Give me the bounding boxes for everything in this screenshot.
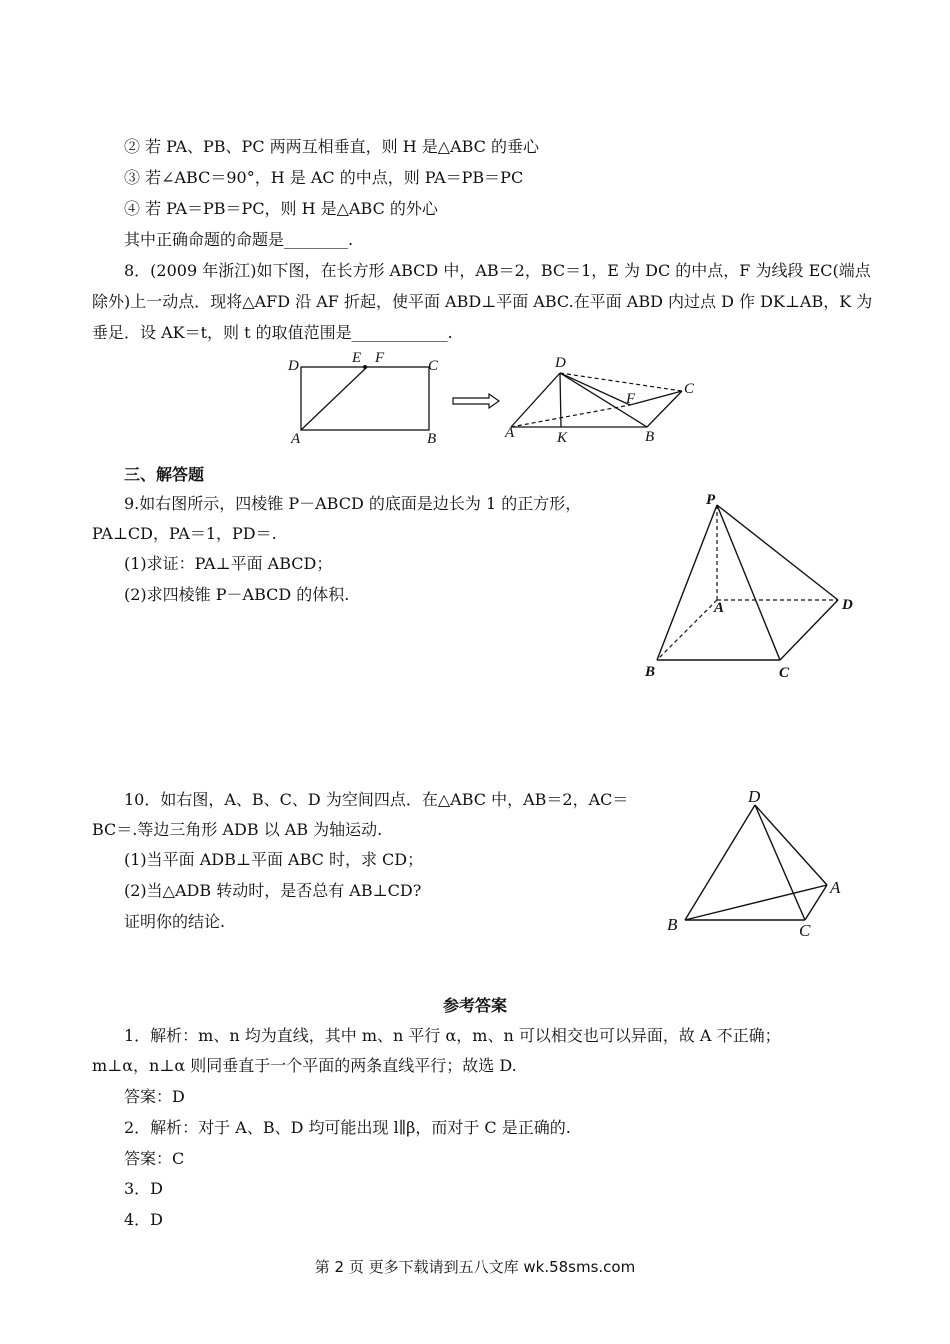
q8-label-C: C [428, 358, 439, 374]
arrow-right-icon [453, 394, 499, 408]
q9-edge-AB [657, 600, 717, 660]
q9-line-1: 9.如右图所示，四棱锥 P－ABCD 的底面是边长为 1 的正方形， [124, 494, 582, 513]
q7-prompt: 其中正确命题的命题是________. [124, 230, 354, 249]
q7-option-2: ② 若 PA、PB、PC 两两互相垂直，则 H 是△ABC 的垂心 [124, 137, 540, 156]
q8-edge-AF [511, 405, 630, 427]
q7-option-4: ④ 若 PA＝PB＝PC，则 H 是△ABC 的外心 [124, 199, 438, 218]
q8-segment-AF [301, 367, 367, 430]
q8-label-A: A [291, 431, 301, 447]
q8-label-D: D [288, 358, 299, 374]
q9-edge-PC [717, 505, 780, 660]
q10-line-2: BC＝.等边三角形 ADB 以 AB 为轴运动. [92, 820, 383, 839]
q10-part-1: (1)当平面 ADB⊥平面 ABC 时，求 CD； [124, 850, 424, 869]
section-3-title: 三、解答题 [124, 465, 205, 484]
q8-label-E: E [352, 350, 362, 366]
answers-title: 参考答案 [442, 996, 507, 1015]
q8-label-B: B [427, 431, 437, 447]
q10-figure [660, 783, 860, 943]
q9-figure [640, 488, 870, 688]
q8-point-E [363, 365, 367, 369]
answer-1-line-2: m⊥α，n⊥α 则同垂直于一个平面的两条直线平行；故选 D. [92, 1056, 517, 1075]
q8-line-3: 垂足．设 AK＝t，则 t 的取值范围是____________. [92, 323, 453, 342]
q8-fold-label-K: K [557, 430, 568, 446]
q9-label-B: B [645, 664, 656, 680]
q8-fold-label-C: C [684, 381, 695, 397]
q9-edge-PB [657, 505, 717, 660]
q10-line-1: 10．如右图，A、B、C、D 为空间四点．在△ABC 中，AB＝2，AC＝ [124, 790, 629, 809]
q9-label-P: P [706, 492, 716, 508]
q10-label-B: B [667, 915, 678, 934]
answer-3: 3．D [124, 1179, 164, 1198]
q8-rectangle [301, 367, 429, 430]
q8-line-2: 除外)上一动点．现将△AFD 沿 AF 折起，使平面 ABD⊥平面 ABC.在平面 ABD 内过点 D 作 DK⊥AB，K 为 [92, 292, 873, 311]
q8-edge-DK [560, 373, 561, 427]
q7-option-3: ③ 若∠ABC＝90°，H 是 AC 的中点，则 PA＝PB＝PC [124, 168, 524, 187]
q10-label-D: D [748, 787, 761, 806]
q10-edge-DA [755, 805, 827, 885]
answer-1-line-1: 1．解析：m、n 均为直线，其中 m、n 平行 α，m、n 可以相交也可以异面，故 A 不正确； [124, 1026, 781, 1045]
q10-part-2: (2)当△ADB 转动时，是否总有 AB⊥CD? [124, 881, 422, 900]
q9-label-A: A [714, 600, 725, 616]
q8-fold-label-F: F [626, 391, 636, 407]
page-footer: 第 2 页 更多下载请到五八文库 wk.58sms.com [314, 1258, 636, 1276]
answer-4: 4．D [124, 1210, 164, 1229]
answer-1-result: 答案：D [124, 1087, 185, 1106]
q8-edge-FC [630, 391, 682, 405]
q9-part-2: (2)求四棱锥 P－ABCD 的体积. [124, 585, 350, 604]
q9-label-C: C [779, 665, 790, 681]
q10-edge-BA [685, 885, 827, 920]
q8-line-1: 8．(2009 年浙江)如下图，在长方形 ABCD 中，AB＝2，BC＝1，E 为 DC 的中点，F 为线段 EC(端点 [124, 261, 871, 280]
q9-part-1: (1)求证：PA⊥平面 ABCD； [124, 554, 333, 573]
q10-label-A: A [830, 878, 841, 897]
q10-edge-DC [755, 805, 805, 920]
q9-edge-PD [717, 505, 838, 600]
q8-figure [285, 345, 705, 450]
q10-part-3: 证明你的结论. [124, 912, 226, 931]
q9-line-2: PA⊥CD，PA＝1，PD＝. [92, 524, 277, 543]
q8-fold-label-D: D [555, 355, 566, 371]
q8-label-F: F [375, 350, 385, 366]
q8-edge-BC [647, 391, 682, 427]
q9-edge-CD [780, 600, 838, 660]
q10-edge-DB [685, 805, 755, 920]
q8-fold-label-A: A [505, 425, 515, 441]
answer-2-result: 答案：C [124, 1149, 185, 1168]
q10-label-C: C [799, 921, 811, 940]
q9-label-D: D [842, 597, 853, 613]
q8-fold-label-B: B [645, 429, 655, 445]
answer-2-line-1: 2．解析：对于 A、B、D 均可能出现 l∥β，而对于 C 是正确的. [124, 1118, 571, 1137]
